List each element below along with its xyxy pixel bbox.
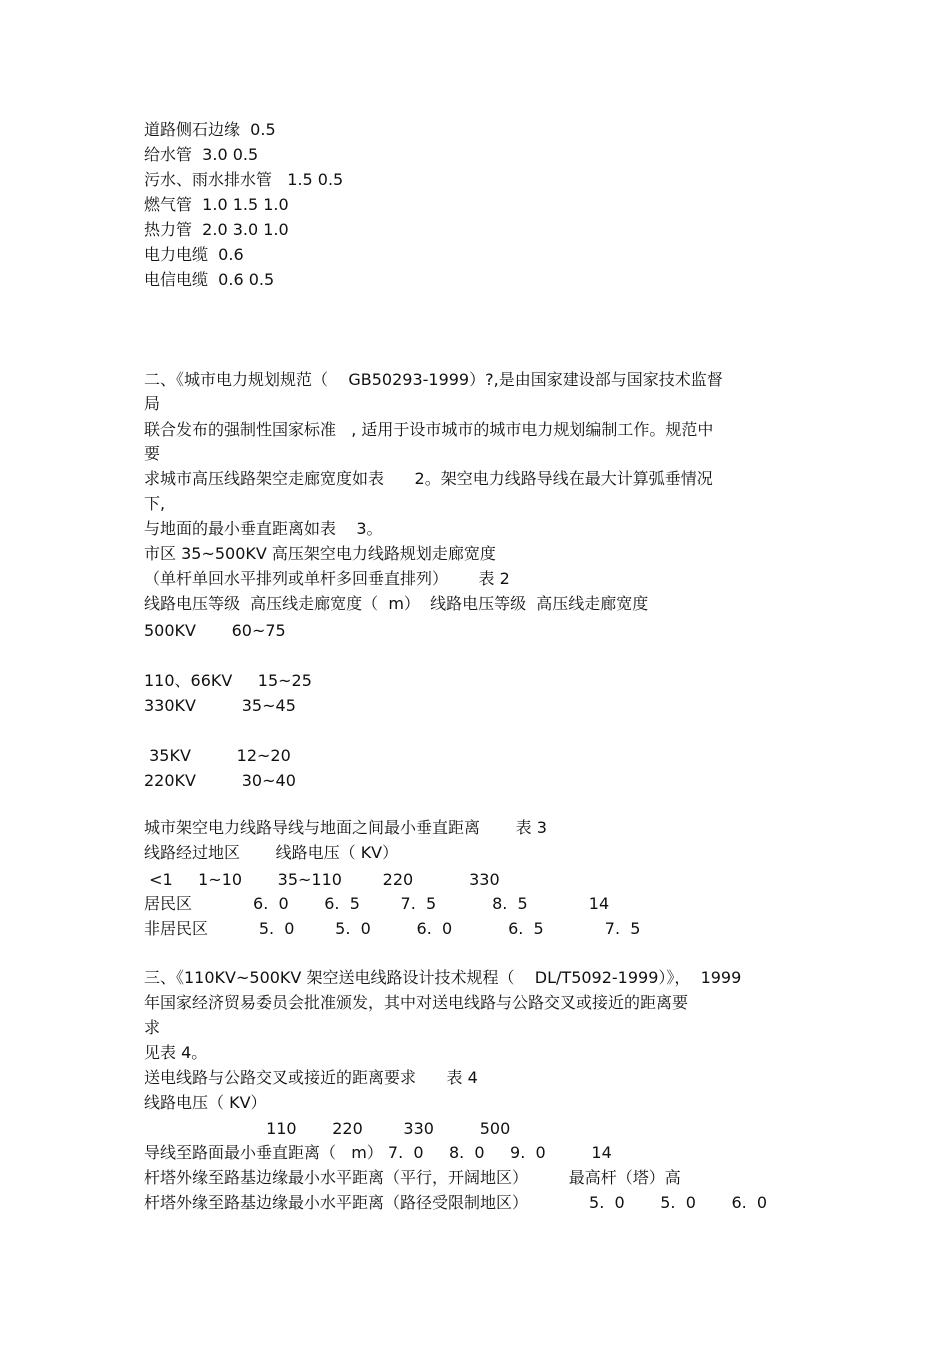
table-2-title: 市区 35~500KV 高压架空电力线路规划走廊宽度 <box>144 544 496 563</box>
text-line-9: 局 <box>144 394 161 413</box>
section-three-heading: 三、《110KV~500KV 架空送电线路设计技术规程（ DL/T5092-1999）》， 1999 <box>144 968 742 987</box>
text-line-5: 热力管 2.0 3.0 1.0 <box>144 220 289 239</box>
text-line-2: 给水管 3.0 0.5 <box>144 145 259 164</box>
text-line-12: 求城市高压线路架空走廊宽度如表 2。架空电力线路导线在最大计算弧垂情况 <box>144 469 713 488</box>
text-line-31: 见表 4。 <box>144 1043 208 1062</box>
text-line-7: 电信电缆 0.6 0.5 <box>144 270 275 289</box>
text-line-13: 下, <box>144 494 166 513</box>
table-3-title: 城市架空电力线路导线与地面之间最小垂直距离 表 3 <box>144 818 547 837</box>
table-2-row: 330KV 35~45 <box>144 696 296 715</box>
text-line-29: 年国家经济贸易委员会批准颁发，其中对送电线路与公路交叉或接近的距离要 <box>144 993 689 1012</box>
table-2-row: 500KV 60~75 <box>144 621 286 640</box>
text-line-6: 电力电缆 0.6 <box>144 245 244 264</box>
table-3-row: 居民区 6. 0 6. 5 7. 5 8. 5 14 <box>144 894 610 913</box>
text-line-1: 道路侧石边缘 0.5 <box>144 120 276 139</box>
table-4-header: 线路电压（ KV） <box>144 1093 267 1112</box>
section-two-heading: 二、《城市电力规划规范（ GB50293-1999）?,是由国家建设部与国家技术监督 <box>144 370 723 389</box>
table-4-row: 杆塔外缘至路基边缘最小水平距离（路径受限制地区） 5. 0 5. 0 6. 0 <box>144 1193 768 1212</box>
table-2-header: 线路电压等级 高压线走廊宽度（ m） 线路电压等级 高压线走廊宽度 <box>144 594 649 613</box>
text-line-4: 燃气管 1.0 1.5 1.0 <box>144 195 289 214</box>
table-2-row: 110、66KV 15~25 <box>144 671 312 690</box>
text-line-11: 要 <box>144 444 161 463</box>
text-line-3: 污水、雨水排水管 1.5 0.5 <box>144 170 344 189</box>
table-3-voltage-row: <1 1~10 35~110 220 330 <box>144 870 500 889</box>
table-4-title: 送电线路与公路交叉或接近的距离要求 表 4 <box>144 1068 478 1087</box>
text-line-14: 与地面的最小垂直距离如表 3。 <box>144 519 383 538</box>
text-line-30: 求 <box>144 1018 161 1037</box>
table-2-row: 220KV 30~40 <box>144 771 296 790</box>
table-4-voltage-row: 110 220 330 500 <box>144 1119 511 1138</box>
text-line-10: 联合发布的强制性国家标准 , 适用于设市城市的城市电力规划编制工作。规范中 <box>144 420 714 439</box>
table-4-row: 杆塔外缘至路基边缘最小水平距离（平行，开阔地区） 最高杆（塔）高 <box>144 1168 681 1187</box>
table-4-row: 导线至路面最小垂直距离（ m） 7. 0 8. 0 9. 0 14 <box>144 1143 612 1162</box>
table-2-row: 35KV 12~20 <box>144 746 291 765</box>
table-3-header: 线路经过地区 线路电压（ KV） <box>144 843 399 862</box>
table-2-subtitle: （单杆单回水平排列或单杆多回垂直排列） 表 2 <box>144 569 510 588</box>
table-3-row: 非居民区 5. 0 5. 0 6. 0 6. 5 7. 5 <box>144 919 641 938</box>
